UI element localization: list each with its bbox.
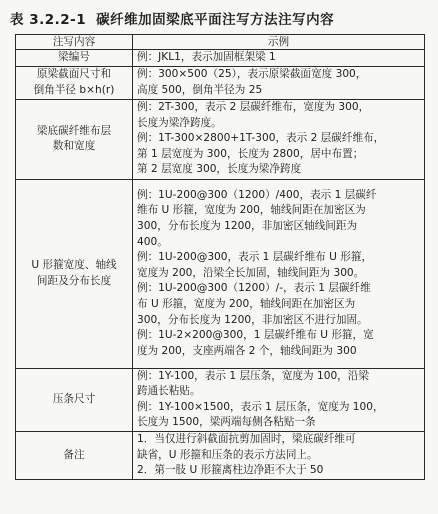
example-line: 2．第一肢 U 形箍离柱边净距不大于 50 [137, 464, 324, 477]
example-line: 例：300×500（25），表示原梁截面宽度 300， [137, 68, 367, 80]
example-line: 例：1U-200@300（1200）/-，表示 1 层碳纤维 [137, 282, 371, 295]
example-line: 例：1Y-100，表示 1 层压条，宽度为 100，沿梁 [137, 369, 369, 382]
example-line: 第 1 层宽度为 300，长度为 2800，居中布置； [137, 147, 364, 160]
row-label-line: 压条尺寸 [52, 392, 96, 405]
table-row-remarks [16, 431, 425, 479]
row-label-line: 原梁截面尺寸和 [36, 68, 112, 80]
example-line: 例：2T-300，表示 2 层碳纤维布，宽度为 300， [137, 101, 370, 114]
example-line: 例：JKL1，表示加固框架梁 1 [137, 51, 276, 63]
example-line: 高度 500，倒角半径为 25 [137, 83, 263, 96]
row-label-line: 数和宽度 [52, 140, 96, 153]
example-line: 300，分布长度为 1200，非加密区轴线间距为 [137, 220, 358, 233]
row-label [16, 431, 133, 479]
row-example [133, 368, 425, 431]
example-line: 维布 U 形箍，宽度为 200，轴线间距在加密区为 [137, 204, 366, 217]
example-line: 例：1U-200@300（1200）/400，表示 1 层碳纤 [137, 188, 377, 201]
row-label-line: U 形箍宽度、轴线 [31, 259, 117, 271]
row-label [16, 368, 133, 431]
row-label [16, 50, 133, 67]
table-body [16, 50, 425, 480]
row-label-line: 倒角半径 b×h(r) [33, 83, 115, 96]
example-line: 400。 [137, 235, 168, 248]
example-line: 度为 200，支座两端各 2 个，轴线间距为 300 [137, 344, 357, 357]
example-line: 第 2 层宽度 300，长度为梁净跨度 [137, 163, 302, 176]
example-line: 缺省，U 形箍和压条的表示方法同上。 [137, 448, 318, 461]
table-row-section-size [16, 66, 425, 99]
example-line: 跨通长粘贴。 [137, 385, 201, 398]
row-label [16, 179, 133, 368]
header-example-column: 示例 [133, 35, 425, 50]
row-example [133, 179, 425, 368]
example-line: 长度为 1500，梁两端每侧各粘贴一条 [137, 416, 316, 429]
row-label-line: 梁底碳纤维布层 [36, 124, 112, 137]
example-line: 例：1Y-100×1500，表示 1 层压条，宽度为 100， [137, 400, 384, 413]
row-label [16, 99, 133, 179]
table-row-u-stirrup [16, 179, 425, 368]
row-example [133, 50, 425, 67]
example-line: 布 U 形箍，宽度为 200，轴线间距在加密区为 [137, 297, 356, 310]
table-row-strip-size [16, 368, 425, 431]
row-label [16, 66, 133, 99]
table-header-row [16, 35, 425, 50]
header-content-column: 注写内容 [16, 35, 133, 50]
table-row-cfrp-layers [16, 99, 425, 179]
example-line: 例：1U-2×200@300，1 层碳纤维布 U 形箍，宽 [137, 329, 374, 342]
row-label-line: 梁编号 [58, 51, 90, 63]
row-label-line: 备注 [63, 448, 85, 461]
table-title: 碳纤维加固梁底平面注写方法注写内容 [96, 12, 335, 28]
example-line: 长度为梁净跨度。 [137, 116, 222, 129]
row-example [133, 66, 425, 99]
example-line: 300，分布长度为 1200，非加密区不进行加固。 [137, 313, 368, 326]
table-caption [10, 8, 334, 28]
example-line: 例：1T-300×2800+1T-300，表示 2 层碳纤维布， [137, 132, 385, 145]
table-row-beam-number [16, 50, 425, 67]
table-number: 表 3.2.2-1 [10, 12, 87, 28]
example-line: 宽度为 200，沿梁全长加固，轴线间距为 300。 [137, 266, 365, 279]
example-line: 1．当仅进行斜截面抗剪加固时，梁底碳纤维可 [137, 432, 356, 445]
row-example [133, 431, 425, 479]
example-line: 例：1U-200@300，表示 1 层碳纤维布 U 形箍， [137, 251, 373, 264]
annotation-table [15, 34, 425, 480]
row-example [133, 99, 425, 179]
row-label-line: 间距及分布长度 [36, 274, 112, 287]
